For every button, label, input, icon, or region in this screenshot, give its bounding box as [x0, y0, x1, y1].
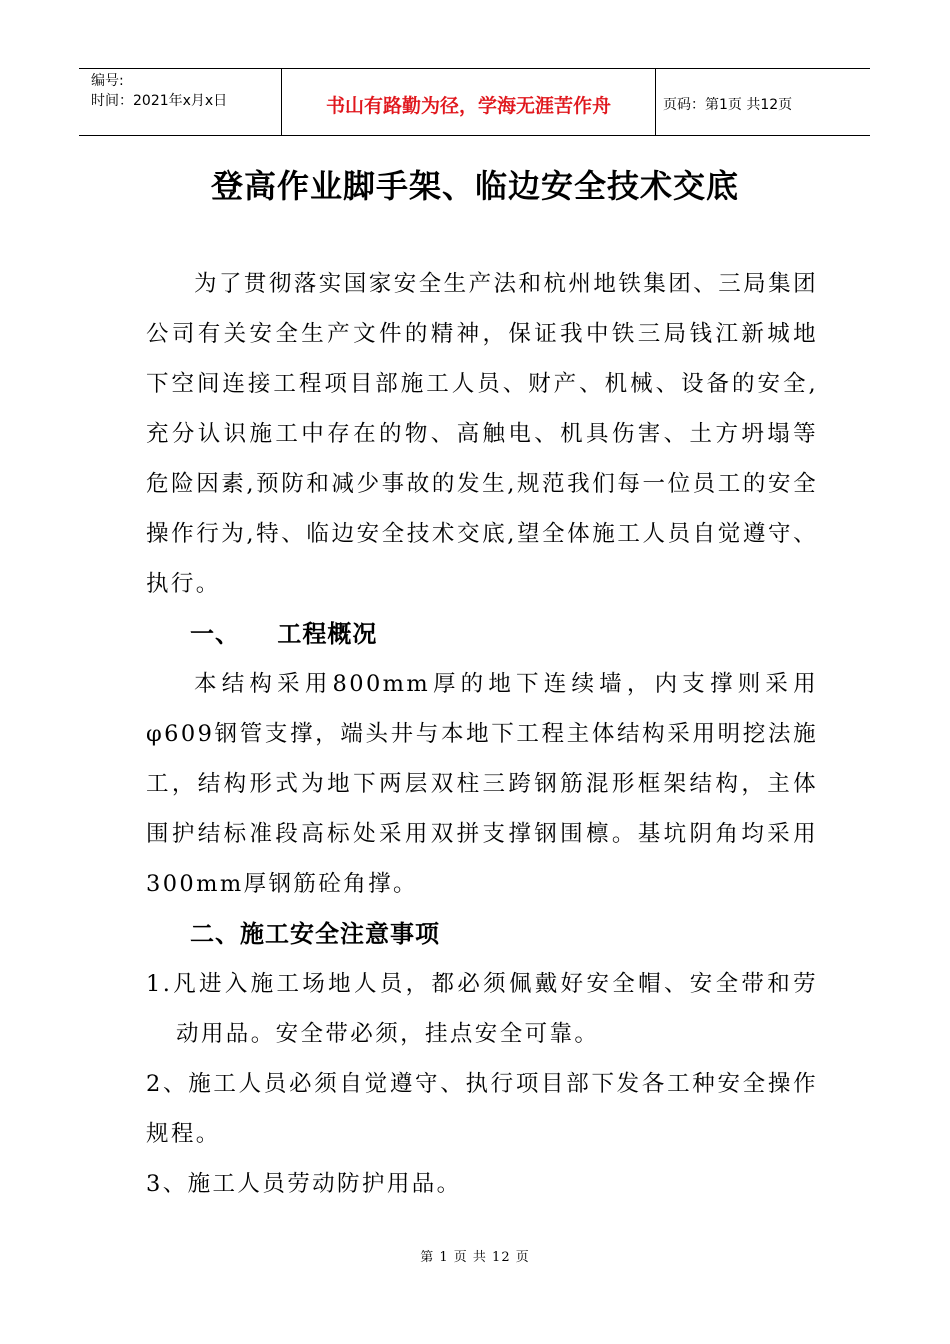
section-heading-overview: 一、 工程概况: [190, 620, 378, 648]
document-body: [146, 259, 818, 1209]
overview-paragraph: 本结构采用800mm厚的地下连续墙，内支撑则采用φ609钢管支撑，端头井与本地下工程主体结构采用明挖法施工，结构形式为地下两层双柱三跨钢筋混形框架结构，主体围护结标准段高标处采用双拼支撑钢围檩。基坑阴角均采用300mm厚钢筋砼角撑。: [146, 671, 818, 897]
header-page-info: 页码：第1页 共12页: [663, 97, 793, 113]
document-date-label: 时间：2021年x月x日: [91, 93, 228, 109]
header-meta: [79, 69, 282, 135]
document-title: 登高作业脚手架、临边安全技术交底: [210, 167, 739, 205]
section-heading-safety: 二、施工安全注意事项: [190, 920, 440, 948]
list-item: 2、施工人员必须自觉遵守、执行项目部下发各工种安全操作规程。: [146, 1071, 818, 1147]
header-table: [79, 68, 870, 136]
page-footer: 第 1 页 共 12 页: [420, 1250, 530, 1265]
header-motto: 书山有路勤为径，学海无涯苦作舟: [282, 69, 656, 135]
document-number-label: 编号:: [91, 73, 124, 89]
intro-paragraph: 为了贯彻落实国家安全生产法和杭州地铁集团、三局集团公司有关安全生产文件的精神，保证我中铁三局钱江新城地下空间连接工程项目部施工人员、财产、机械、设备的安全,充分认识施工中存在的物、高触电、机具伤害、土方坍塌等危险因素,预防和减少事故的发生,规范我们每一位员工的安全操作行为,特、临边安全技术交底,望全体施工人员自觉遵守、执行。: [146, 271, 818, 597]
list-item: 1.凡进入施工场地人员，都必须佩戴好安全帽、安全带和劳动用品。安全带必须，挂点安全可靠。: [146, 971, 818, 1047]
list-item: 3、施工人员劳动防护用品。: [146, 1171, 462, 1197]
